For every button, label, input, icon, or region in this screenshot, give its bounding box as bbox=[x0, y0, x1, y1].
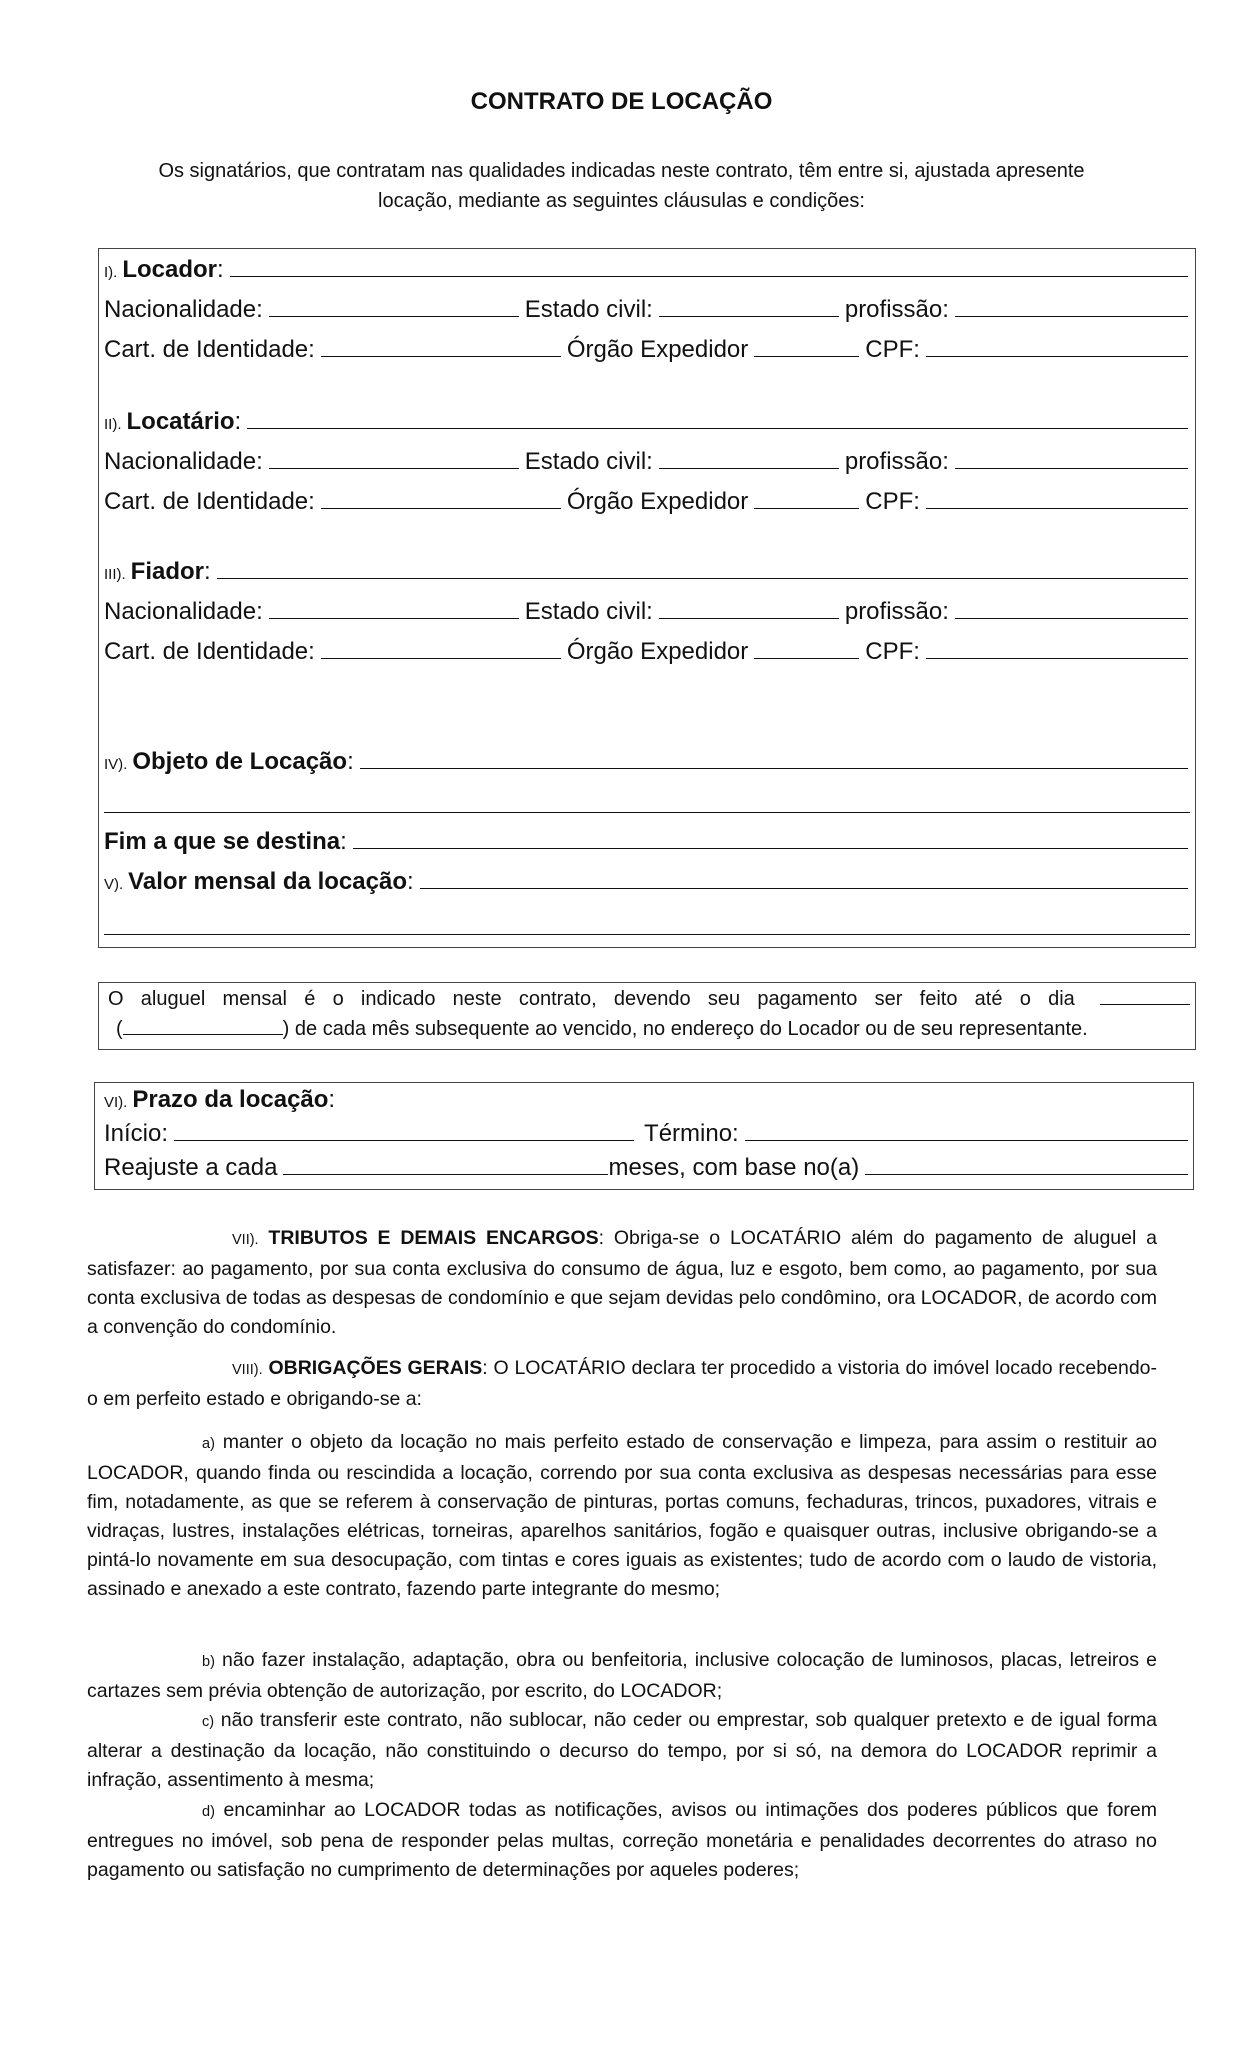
locador-name-field[interactable] bbox=[230, 256, 1188, 277]
locatario-estado-civil-field[interactable] bbox=[659, 448, 839, 469]
reajuste-row bbox=[104, 1154, 1194, 1184]
locatario-cpf-field[interactable] bbox=[926, 488, 1188, 509]
locatario-nacionalidade-field[interactable] bbox=[269, 448, 519, 469]
item-d-text: encaminhar ao LOCADOR todas as notificações, avisos ou intimações dos poderes públicos que forem entregues no imóvel, sob pena de responder pelas multas, correção monetária e penalidades decorrentes do atraso no pagamento ou satisfação no cumprimento de determinações por aqueles poderes; bbox=[87, 1799, 1157, 1881]
item-a-text: manter o objeto da locação no mais perfeito estado de conservação e limpeza, para assim o restituir ao LOCADOR, quando finda ou rescindida a locação, correndo por sua conta exclusiva as despesas necessárias para esse fim, notadamente, as que se referem à conservação de pinturas, portas comuns, fechaduras, trincos, puxadores, vitrais e vidraças, lustres, instalações elétricas, torneiras, aparelhos sanitários, fogão e quaisquer outras, inclusive obrigando-se a pintá-lo novamente em sua desocupação, com tintas e cores iguais as existentes; tudo de acordo com o laudo de vistoria, assinado e anexado a este contrato, fazendo parte integrante do mesmo; bbox=[87, 1431, 1157, 1600]
fiador-number: III). bbox=[104, 566, 126, 583]
tributos-heading: TRIBUTOS E DEMAIS ENCARGOS bbox=[268, 1227, 599, 1249]
item-b-text: não fazer instalação, adaptação, obra ou benfeitoria, inclusive colocação de luminosos, placas, letreiros e cartazes sem prévia obtenção de autorização, por escrito, do LOCADOR; bbox=[87, 1649, 1157, 1702]
valor-row: V). Valor mensal da locação : bbox=[104, 868, 1194, 898]
estado-civil-label: Estado civil: bbox=[524, 448, 653, 475]
locador-cpf-field[interactable] bbox=[926, 336, 1188, 357]
locatario-profissao-field[interactable] bbox=[955, 448, 1188, 469]
nacionalidade-label: Nacionalidade: bbox=[104, 448, 263, 475]
obrigacoes-number: VIII). bbox=[232, 1362, 263, 1378]
objeto-label: Objeto de Locação bbox=[132, 748, 348, 775]
fiador-orgao-field[interactable] bbox=[754, 638, 859, 659]
profissao-label: profissão: bbox=[844, 296, 949, 323]
nacionalidade-label: Nacionalidade: bbox=[104, 598, 263, 625]
fim-field[interactable] bbox=[353, 828, 1188, 849]
item-c-letter: c) bbox=[202, 1714, 215, 1730]
obrigacoes-heading: OBRIGAÇÕES GERAIS bbox=[268, 1357, 483, 1379]
cpf-label: CPF: bbox=[865, 638, 920, 665]
inicio-label: Início: bbox=[104, 1120, 169, 1147]
locatario-docs-row bbox=[104, 488, 1194, 518]
fim-label: Fim a que se destina bbox=[104, 828, 341, 855]
objeto-number: IV). bbox=[104, 756, 128, 773]
base-field[interactable] bbox=[865, 1154, 1188, 1175]
item-c-text: não transferir este contrato, não sublocar, não ceder ou emprestar, sob qualquer pretexto e de igual forma alterar a destinação da locação, não constituindo o decurso do tempo, por si só, na demora do LOCADOR reprimir a infração, assentimento à mesma; bbox=[87, 1709, 1157, 1791]
profissao-label: profissão: bbox=[844, 598, 949, 625]
locador-details-row bbox=[104, 296, 1194, 326]
dia-extenso-field[interactable] bbox=[123, 1016, 283, 1035]
objeto-row: IV). Objeto de Locação : bbox=[104, 748, 1194, 778]
prazo-number: VI). bbox=[104, 1094, 128, 1111]
locatario-number: II). bbox=[104, 416, 122, 433]
locador-docs-row bbox=[104, 336, 1194, 366]
valor-number: V). bbox=[104, 876, 124, 893]
inicio-field[interactable] bbox=[174, 1120, 634, 1141]
locatario-label: Locatário bbox=[126, 408, 235, 435]
locador-number: I). bbox=[104, 264, 118, 281]
fiador-estado-civil-field[interactable] bbox=[659, 598, 839, 619]
meses-label: meses, com base no(a) bbox=[608, 1154, 860, 1181]
item-a bbox=[87, 1428, 1157, 1604]
orgao-label: Órgão Expedidor bbox=[566, 488, 749, 515]
objeto-continuation-line[interactable] bbox=[104, 812, 1190, 813]
locador-label: Locador bbox=[122, 256, 218, 283]
item-b-letter: b) bbox=[202, 1654, 215, 1670]
locador-identidade-field[interactable] bbox=[321, 336, 561, 357]
tributos-paragraph bbox=[87, 1224, 1157, 1342]
nacionalidade-label: Nacionalidade: bbox=[104, 296, 263, 323]
prazo-label: Prazo da locação bbox=[132, 1086, 329, 1113]
fiador-label: Fiador bbox=[130, 558, 205, 585]
termino-label: Término: bbox=[644, 1120, 739, 1147]
locatario-row: II). Locatário : bbox=[104, 408, 1194, 438]
cpf-label: CPF: bbox=[865, 336, 920, 363]
locador-orgao-field[interactable] bbox=[754, 336, 859, 357]
locador-row: I). Locador : bbox=[104, 256, 1194, 286]
reajuste-label: Reajuste a cada bbox=[104, 1154, 278, 1181]
item-c bbox=[87, 1706, 1157, 1795]
objeto-field[interactable] bbox=[360, 748, 1188, 769]
orgao-label: Órgão Expedidor bbox=[566, 336, 749, 363]
cart-identidade-label: Cart. de Identidade: bbox=[104, 488, 315, 515]
item-d bbox=[87, 1796, 1157, 1885]
fiador-profissao-field[interactable] bbox=[955, 598, 1188, 619]
locatario-identidade-field[interactable] bbox=[321, 488, 561, 509]
fim-row: Fim a que se destina : bbox=[104, 828, 1194, 858]
locatario-name-field[interactable] bbox=[247, 408, 1188, 429]
cpf-label: CPF: bbox=[865, 488, 920, 515]
inicio-termino-row bbox=[104, 1120, 1194, 1150]
fiador-identidade-field[interactable] bbox=[321, 638, 561, 659]
item-b bbox=[87, 1646, 1157, 1706]
valor-field[interactable] bbox=[420, 868, 1188, 889]
cart-identidade-label: Cart. de Identidade: bbox=[104, 336, 315, 363]
valor-continuation-line[interactable] bbox=[104, 934, 1190, 935]
fiador-row: III). Fiador : bbox=[104, 558, 1194, 588]
locatario-details-row bbox=[104, 448, 1194, 478]
item-a-letter: a) bbox=[202, 1436, 215, 1452]
fiador-docs-row bbox=[104, 638, 1194, 668]
tributos-text: : Obriga-se o LOCATÁRIO além do pagamento de aluguel a satisfazer: ao pagamento, por sua conta exclusiva do consumo de água, luz e esgoto, bem como, ao pagamento, por sua conta exclusiva de todas as despesas de condomínio e que sejam devidas pelo condômino, ora LOCADOR, de acordo com a convenção do condomínio. bbox=[87, 1227, 1157, 1338]
orgao-label: Órgão Expedidor bbox=[566, 638, 749, 665]
aluguel-line-2: ( ) de cada mês subsequente ao vencido, no endereço do Locador ou de seu representante. bbox=[116, 1018, 1088, 1040]
fiador-nacionalidade-field[interactable] bbox=[269, 598, 519, 619]
valor-label: Valor mensal da locação bbox=[128, 868, 407, 895]
locador-profissao-field[interactable] bbox=[955, 296, 1188, 317]
locatario-orgao-field[interactable] bbox=[754, 488, 859, 509]
obrigacoes-paragraph bbox=[87, 1354, 1157, 1414]
obrigacoes-text: : O LOCATÁRIO declara ter procedido a vistoria do imóvel locado recebendo-o em perfeito estado e obrigando-se a: bbox=[87, 1357, 1157, 1410]
estado-civil-label: Estado civil: bbox=[524, 598, 653, 625]
estado-civil-label: Estado civil: bbox=[524, 296, 653, 323]
intro-paragraph: Os signatários, que contratam nas qualidades indicadas neste contrato, têm entre si, ajustada apresente locação, mediante as seguintes cláusulas e condições: bbox=[158, 160, 1085, 212]
fiador-cpf-field[interactable] bbox=[926, 638, 1188, 659]
tributos-number: VII). bbox=[232, 1232, 259, 1248]
aluguel-line-1: O aluguel mensal é o indicado neste contrato, devendo seu pagamento ser feito até o dia bbox=[108, 984, 1190, 1014]
locador-estado-civil-field[interactable] bbox=[659, 296, 839, 317]
fiador-details-row bbox=[104, 598, 1194, 628]
termino-field[interactable] bbox=[745, 1120, 1188, 1141]
cart-identidade-label: Cart. de Identidade: bbox=[104, 638, 315, 665]
document-title: CONTRATO DE LOCAÇÃO bbox=[470, 88, 773, 115]
fiador-name-field[interactable] bbox=[217, 558, 1188, 579]
locador-nacionalidade-field[interactable] bbox=[269, 296, 519, 317]
dia-pagamento-field[interactable] bbox=[1100, 986, 1190, 1005]
prazo-row: VI). Prazo da locação : bbox=[104, 1086, 336, 1113]
item-d-letter: d) bbox=[202, 1804, 215, 1820]
reajuste-field[interactable] bbox=[283, 1154, 608, 1175]
profissao-label: profissão: bbox=[844, 448, 949, 475]
